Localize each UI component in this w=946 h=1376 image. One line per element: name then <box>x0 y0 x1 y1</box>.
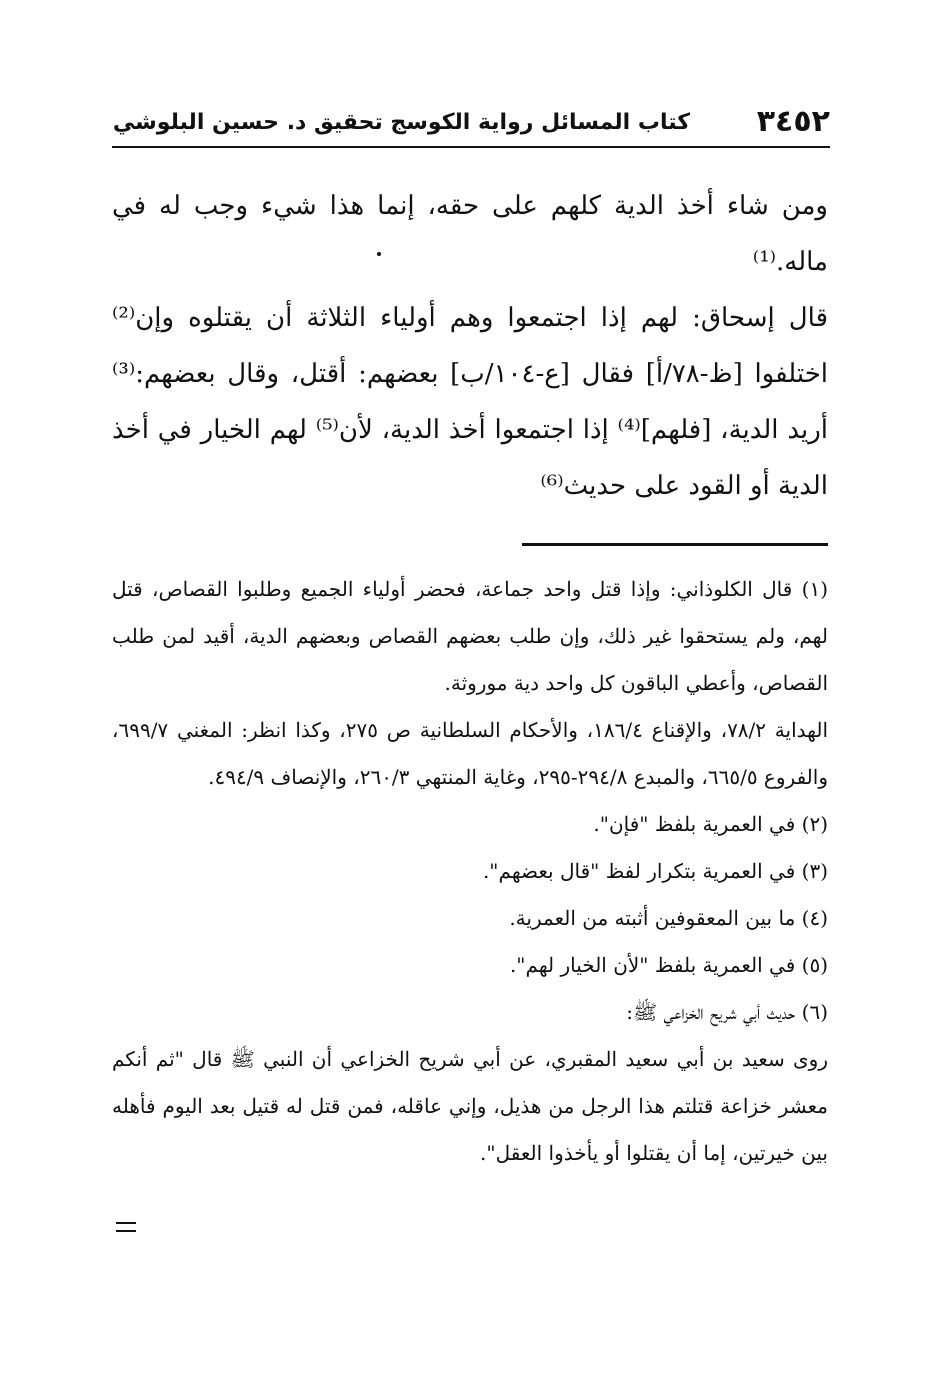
page-header <box>112 104 830 144</box>
footnote-6-text: روى سعيد بن أبي سعيد المقبري، عن أبي شريح الخزاعي أن النبي ﷺ قال "ثم أنكم معشر خزاعة قتلتم هذا الرجل من هذيل، وإني عاقله، فمن قتل له قتيل بعد اليوم فأهله بين خيرتين، إما أن يقتلوا أو يأخذوا العقل". <box>112 1047 828 1165</box>
continuation-mark <box>116 1222 136 1232</box>
stray-dot <box>377 252 381 256</box>
header-rule <box>112 146 830 148</box>
footnote-2: (٢) في العمرية بلفظ "فإن". <box>593 812 828 836</box>
footnotes <box>112 566 828 1177</box>
body-paragraph: قال إسحاق: لهم إذا اجتمعوا وهم أولياء الثلاثة أن يقتلوه وإن⁽²⁾ اختلفوا [ظ-٧٨/أ] فقال [ع-١٠٤/ب] بعضهم: أقتل، وقال بعضهم:⁽³⁾ أريد الدية، [فلهم]⁽⁴⁾ إذا اجتمعوا أخذ الدية، لأن⁽⁵⁾ لهم الخيار في أخذ الدية أو القود على حديث⁽⁶⁾ <box>112 303 829 501</box>
footnote-1-references: الهداية ٧٨/٢، والإقناع ١٨٦/٤، والأحكام السلطانية ص ٢٧٥، وكذا انظر: المغني ٦٩٩/٧، والفروع ٦٦٥/٥، والمبدع ٢٩٤/٨-٢٩٥، وغاية المنتهي ٢٦٠/٣، والإنصاف ٤٩٤/٩. <box>112 718 828 789</box>
footnote-5: (٥) في العمرية بلفظ "لأن الخيار لهم". <box>509 953 828 977</box>
page-number: ٣٤٥٢ <box>756 104 830 139</box>
footnote-separator <box>522 543 828 546</box>
body-paragraph: ومن شاء أخذ الدية كلهم على حقه، إنما هذا شيء وجب له في ماله.⁽¹⁾ <box>112 191 828 277</box>
running-title: كتاب المسائل رواية الكوسج تحقيق د. حسين البلوشي <box>112 110 690 135</box>
footnote-4: (٤) ما بين المعقوفين أثبته من العمرية. <box>509 906 828 930</box>
footnote-1: (١) قال الكلوذاني: وإذا قتل واحد جماعة، فحضر أولياء الجميع وطلبوا القصاص، قتل لهم، ولم يستحقوا غير ذلك، وإن طلب بعضهم القصاص وبعضهم الدية، أقيد لمن طلب القصاص، وأعطي الباقون كل واحد دية موروثة. <box>112 577 828 695</box>
main-text <box>112 178 828 514</box>
footnote-6: (٦) حديث أبي شريح الخزاعي ﷺ: <box>626 1000 828 1024</box>
footnote-3: (٣) في العمرية بتكرار لفظ "قال بعضهم". <box>482 859 828 883</box>
